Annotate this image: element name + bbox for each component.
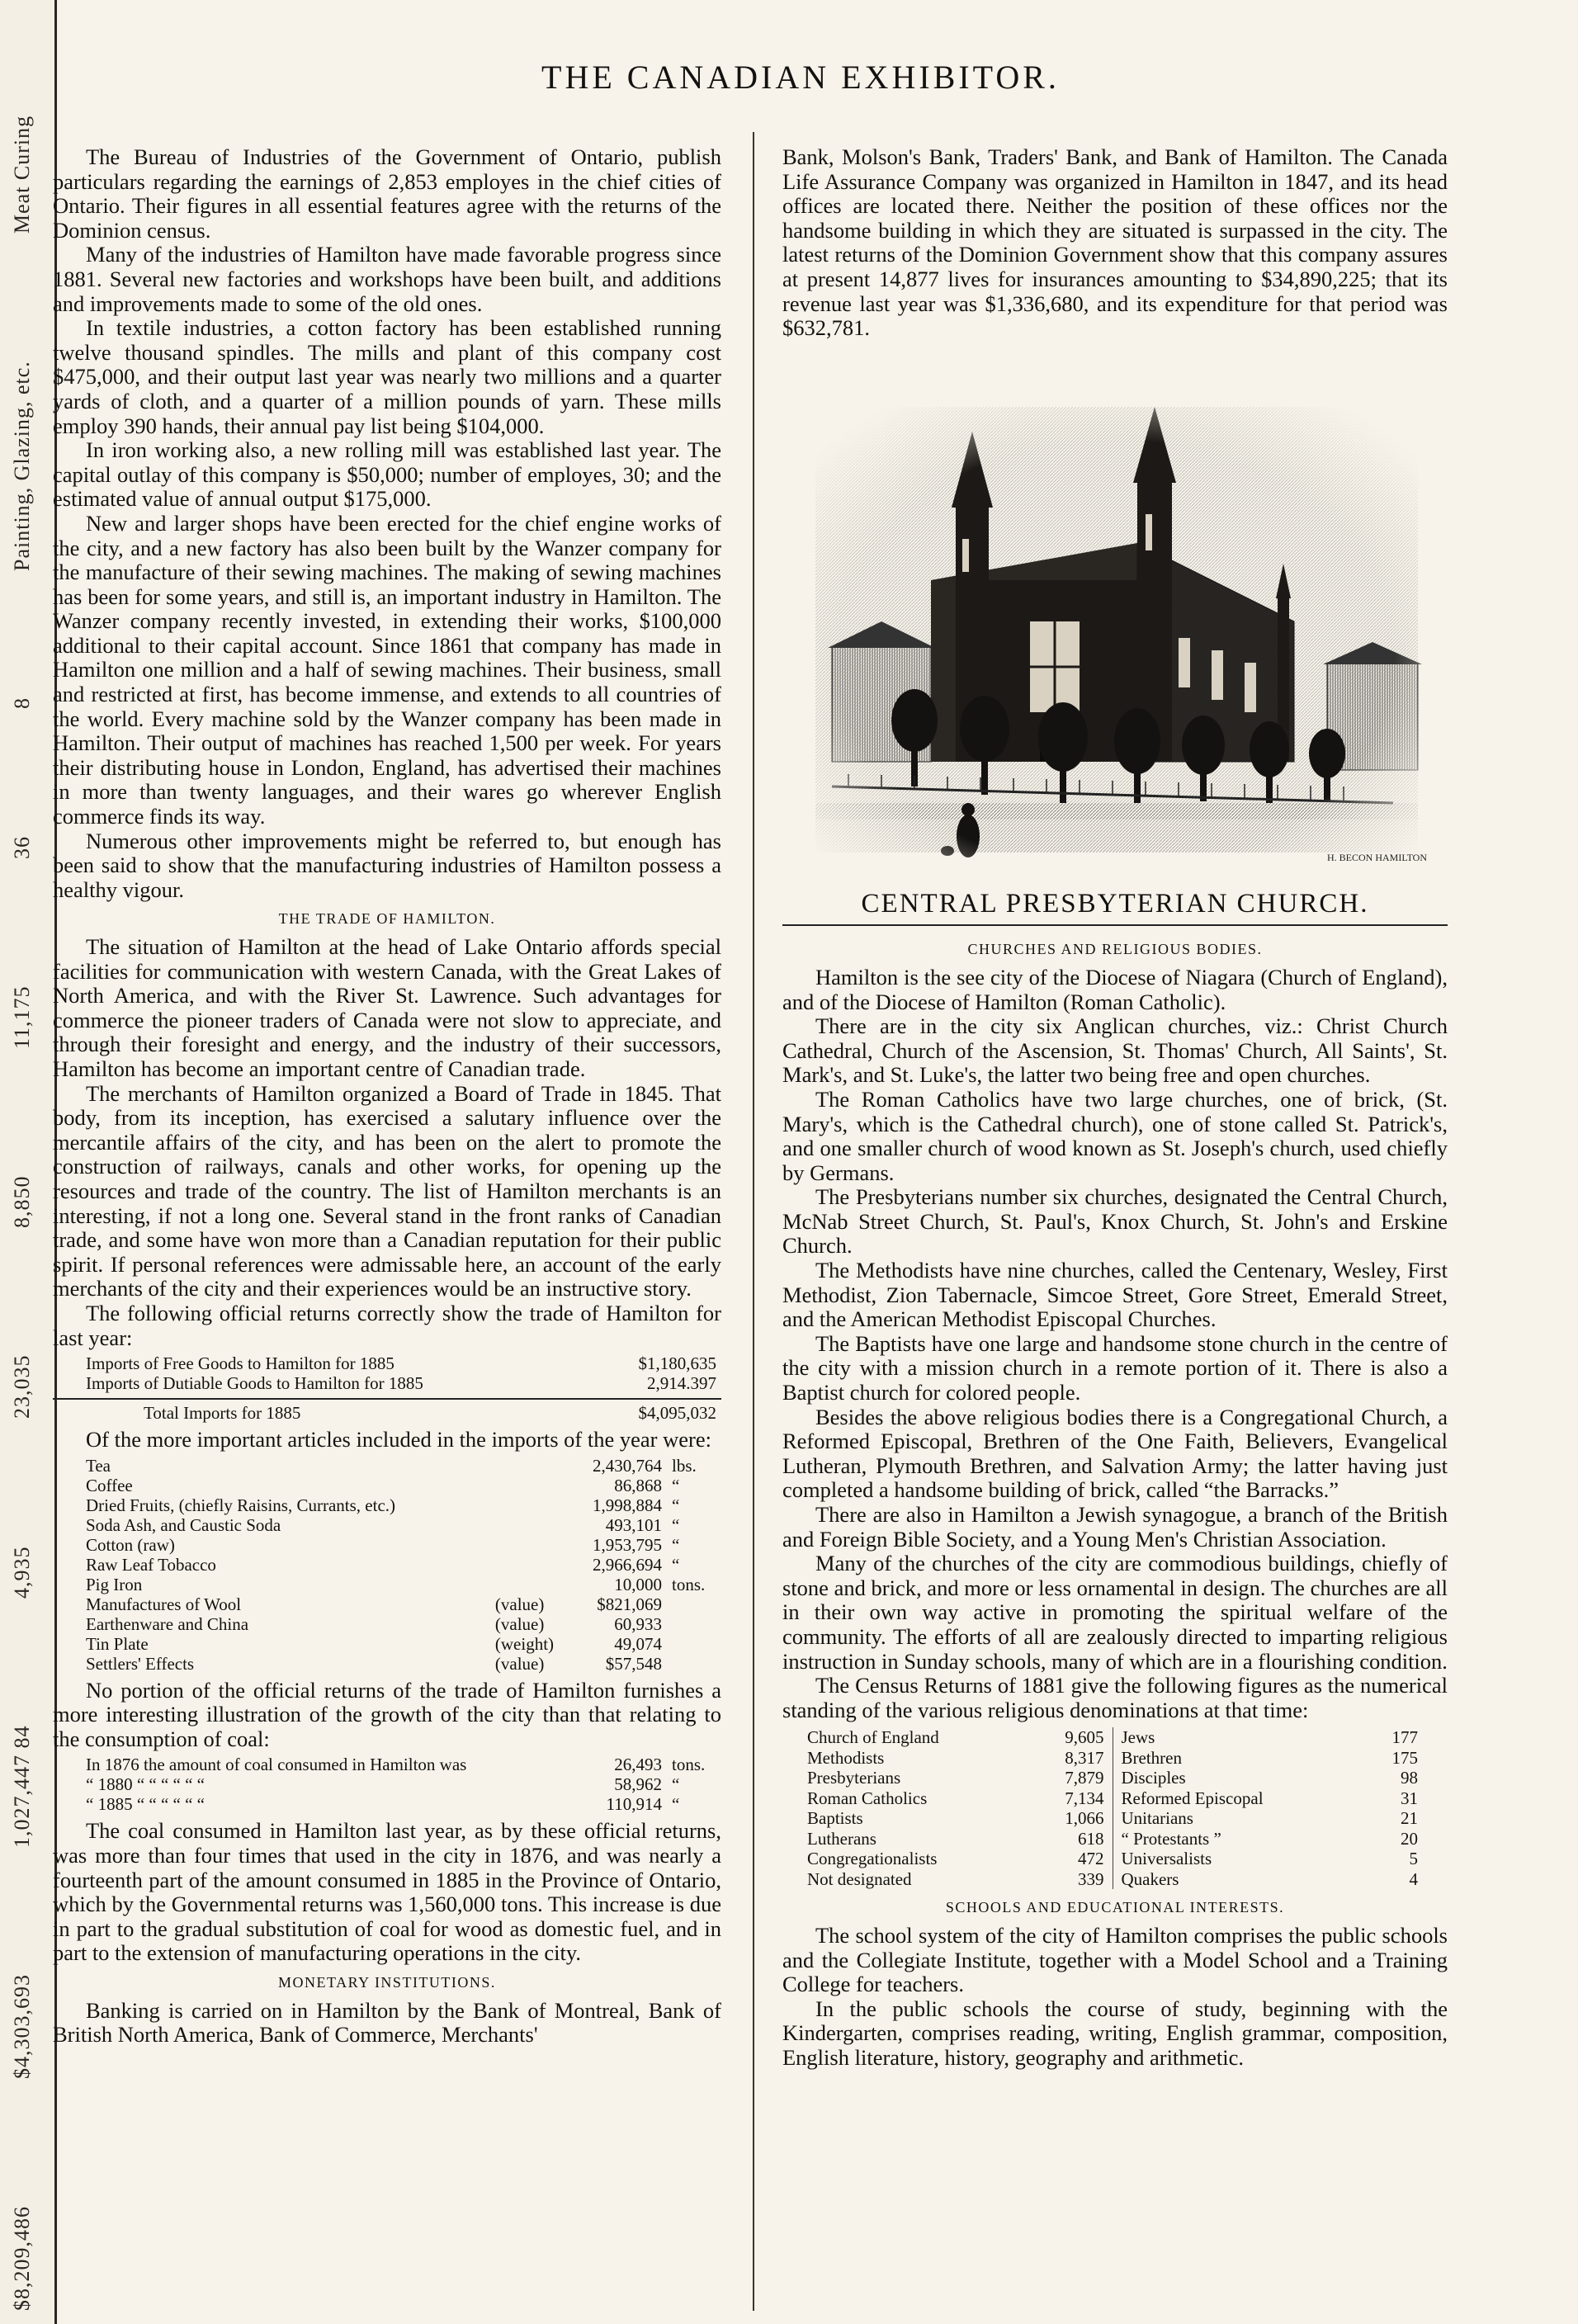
article-amount: 60,933 [614, 1613, 662, 1634]
table-row [53, 1654, 721, 1674]
paragraph: The school system of the city of Hamilton comprises the public schools and the Collegiate Institute, together with a Model School and a Training College for teachers. [782, 1922, 1448, 1997]
article-amount: 86,868 [614, 1475, 662, 1495]
paragraph: The Baptists have one large and handsome stone church in the centre of the city with a mission church in a remote portion of it. There is also a Baptist church for colored people. [782, 1330, 1448, 1405]
church-illustration [782, 374, 1448, 886]
article-name: Pig Iron [86, 1574, 143, 1594]
coal-label: “ 1880 “ “ “ “ “ “ [86, 1774, 205, 1795]
paragraph: The Roman Catholics have two large churches, one of brick, (St. Mary's, which is the Cathedral church), one of stone called St. Patrick's, and one smaller church of wood known as St. Joseph's church, used chiefly by Germans. [782, 1086, 1448, 1185]
paragraph: No portion of the official returns of the trade of Hamilton furnishes a more interesting illustration of the growth of the city than that relating to the consumption of coal: [53, 1677, 721, 1751]
denomination: Universalists [1121, 1849, 1212, 1869]
article-unit [667, 1634, 721, 1654]
paragraph: New and larger shops have been erected for the chief engine works of the city, and a new factory has also been built by the Wanzer company for the manufacture of their sewing machines. The making of sewing machines has been for some years, and still is, an important industry in Hamilton. The Wanzer company recently invested, in extending their works, $100,000 additional to their capital account. Since 1861 that company has made in Hamilton one million and a half of sewing machines. Their business, small and restricted at first, has become immense, and extends to all countries of the world. Every machine sold by the Wanzer company has been made in Hamilton. Their output of machines has reached 1,500 per week. For years their distributing house in London, England, has advertised their machines in more than twenty languages, and their wares go wherever English commerce finds its way. [53, 510, 721, 829]
table-row [1122, 1869, 1419, 1890]
coal-unit: tons. [672, 1755, 706, 1775]
table-row [53, 1634, 721, 1654]
denomination: Baptists [807, 1808, 863, 1829]
paragraph: The Bureau of Industries of the Government of Ontario, publish particulars regarding the earnings of 2,853 employes in the chief cities of Ontario. Their figures in all essential features agree with the returns of the Dominion census. [53, 144, 721, 243]
article-name: Raw Leaf Tobacco [86, 1554, 216, 1575]
table-row [1122, 1788, 1419, 1809]
article-name: Earthenware and China [86, 1613, 249, 1634]
table-row [53, 1353, 721, 1373]
paragraph: The Methodists have nine churches, called the Centenary, Wesley, First Methodist, Zion Tabernacle, Simcoe Street, Gore Street, Emerald Street, and the American Methodist Episcopal Churches. [782, 1258, 1448, 1332]
import-amount: $1,180,635 [638, 1353, 716, 1374]
caption-rule [782, 924, 1448, 926]
article-amount: 10,000 [614, 1574, 662, 1594]
section-heading-schools: SCHOOLS AND EDUCATIONAL INTERESTS. [945, 1899, 1285, 1916]
coal-unit: “ [672, 1774, 680, 1795]
denomination-count: 7,879 [1065, 1768, 1104, 1788]
import-item: Imports of Dutiable Goods to Hamilton for 1885 [86, 1373, 423, 1394]
denomination-count: 177 [1391, 1727, 1418, 1748]
margin-fragment: Meat Curing [10, 116, 34, 234]
article-amount: 1,953,795 [593, 1534, 662, 1555]
article-unit: lbs. [672, 1455, 697, 1476]
article-name: Manufactures of Wool [86, 1594, 242, 1614]
census-table [807, 1727, 1418, 1889]
paragraph: In iron working also, a new rolling mill was established last year. The capital outlay of this company is $50,000; number of employes, 30; and the estimated value of annual output $175,000. [53, 437, 721, 512]
coal-table [53, 1755, 721, 1814]
margin-fragment: 11,175 [10, 985, 34, 1050]
coal-amount: 26,493 [614, 1755, 662, 1775]
denomination-count: 472 [1078, 1849, 1104, 1869]
margin-fragment: $4,303,693 [10, 1974, 34, 2080]
engraver-mark: H. BECON HAMILTON [1327, 851, 1428, 863]
article-qualifier: (value) [494, 1594, 545, 1614]
paragraph: In the public schools the course of study, beginning with the Kindergarten, comprises reading, writing, English grammar, composition, English literature, history, geography and arithmetic. [782, 1996, 1448, 2070]
paragraph: There are in the city six Anglican churches, viz.: Christ Church Cathedral, Church of the Ascension, St. Thomas' Church, All Saints', St. Mark's, and St. Luke's, the latter two being free and open churches. [782, 1013, 1448, 1088]
articles-table [53, 1456, 721, 1674]
article-qualifier [495, 1535, 571, 1555]
denomination: Unitarians [1121, 1808, 1193, 1829]
paragraph: The situation of Hamilton at the head of Lake Ontario affords special facilities for communication with western Canada, with the Great Lakes of North America, and with the River St. Lawrence. Such advantages for commerce the pioneer traders of Canada were not slow to appreciate, and through their foresight and energy, and the industry of their successors, Hamilton has become an important centre of Canadian trade. [53, 934, 721, 1081]
article-name: Cotton (raw) [86, 1534, 175, 1555]
paragraph: In textile industries, a cotton factory has been established running twelve thousand spindles. The mills and plant of this company cost $475,000, and their output last year was nearly two millions and a quarter yards of cloth, and a quarter of a million pounds of yarn. These mills employ 390 hands, their annual pay list being $104,000. [53, 315, 721, 438]
paragraph: Banking is carried on in Hamilton by the Bank of Montreal, Bank of British North America, Bank of Commerce, Merchants' [53, 1997, 721, 2048]
article-amount: $821,069 [597, 1594, 662, 1614]
table-row [807, 1748, 1104, 1769]
table-row [807, 1849, 1104, 1869]
margin-fragment: 8,850 [10, 1175, 34, 1229]
import-amount: 2,914.397 [647, 1373, 716, 1394]
article-unit [667, 1594, 721, 1614]
article-name: Coffee [86, 1475, 133, 1495]
denomination-count: 7,134 [1065, 1788, 1104, 1808]
paragraph: Besides the above religious bodies there is a Congregational Church, a Reformed Episcopal, Brethren of the One Faith, Believers, Evangelical Lutheran, Plymouth Brethren, and Salvation Army; the latter having just completed a handsome building of brick, called “the Barracks.” [782, 1404, 1448, 1503]
coal-label: In 1876 the amount of coal consumed in Hamilton was [86, 1755, 467, 1775]
article-unit: “ [672, 1554, 680, 1575]
table-row [807, 1788, 1104, 1809]
article-qualifier: (value) [494, 1653, 545, 1674]
table-row [53, 1476, 721, 1495]
table-row [53, 1614, 721, 1634]
table-row [807, 1869, 1104, 1890]
table-row [53, 1535, 721, 1555]
denomination: Methodists [807, 1747, 885, 1768]
denomination-count: 98 [1401, 1768, 1418, 1788]
paragraph: Many of the churches of the city are commodious buildings, chiefly of stone and brick, and more or less ornamental in design. The churches are all in their own way active in promoting the spiritual welfare of the community. The efforts of all are zealously directed to imparting religious instruction in Sunday schools, many of which are in a flourishing condition. [782, 1551, 1448, 1674]
table-row [53, 1794, 721, 1814]
article-name: Soda Ash, and Caustic Soda [86, 1514, 281, 1535]
article-qualifier [495, 1555, 571, 1575]
illustration-caption: CENTRAL PRESBYTERIAN CHURCH. [861, 888, 1369, 919]
census-column-left [807, 1727, 1113, 1889]
paragraph: The Census Returns of 1881 give the following figures as the numerical standing of the various religious denominations at that time: [782, 1673, 1448, 1722]
table-row [1122, 1808, 1419, 1829]
census-column-right [1113, 1727, 1419, 1889]
total-amount: $4,095,032 [638, 1403, 716, 1424]
denomination: Roman Catholics [807, 1788, 928, 1808]
margin-fragment: 1,027,447 84 [10, 1725, 34, 1848]
denomination-count: 1,066 [1065, 1808, 1104, 1829]
article-qualifier: (value) [494, 1613, 545, 1634]
denomination-count: 31 [1401, 1788, 1418, 1808]
table-row [1122, 1849, 1419, 1869]
paragraph: The following official returns correctly show the trade of Hamilton for last year: [53, 1300, 721, 1350]
denomination-count: 175 [1391, 1747, 1418, 1768]
denomination: “ Protestants ” [1121, 1828, 1221, 1849]
denomination: Congregationalists [807, 1849, 938, 1869]
denomination: Quakers [1121, 1868, 1179, 1889]
paragraph: The coal consumed in Hamilton last year, as by these official returns, was more than four times that used in the city in 1876, and was nearly a fourteenth part of the amount consumed in 1885 in the Province of Ontario, which by the Governmental returns was 1,560,000 tons. This increase is due in part to the gradual substitution of coal for wood as domestic fuel, and in part to the extension of manufacturing operations in the city. [53, 1818, 721, 1966]
imports-table [53, 1353, 721, 1393]
paragraph: Numerous other improvements might be referred to, but enough has been said to show that the manufacturing industries of Hamilton possess a healthy vigour. [53, 828, 721, 902]
denomination-count: 618 [1078, 1828, 1104, 1849]
paragraph: Hamilton is the see city of the Diocese of Niagara (Church of England), and of the Diocese of Hamilton (Roman Catholic). [782, 964, 1448, 1014]
binding-margin [0, 0, 57, 2324]
denomination: Reformed Episcopal [1121, 1788, 1264, 1808]
left-column [53, 145, 721, 2048]
total-label: Total Imports for 1885 [144, 1403, 301, 1424]
total-rule [53, 1398, 721, 1400]
table-row [807, 1829, 1104, 1849]
table-row [1122, 1748, 1419, 1769]
article-amount: 2,966,694 [593, 1554, 662, 1575]
table-row [53, 1594, 721, 1614]
denomination: Disciples [1121, 1768, 1186, 1788]
table-row [53, 1555, 721, 1575]
margin-fragment: 8 [10, 697, 34, 710]
article-unit: “ [672, 1475, 680, 1495]
article-amount: 1,998,884 [593, 1495, 662, 1515]
paragraph: The Presbyterians number six churches, designated the Central Church, McNab Street Church, St. Paul's, Knox Church, St. John's and Erskine Church. [782, 1184, 1448, 1259]
denomination: Church of England [807, 1727, 939, 1748]
paragraph: Bank, Molson's Bank, Traders' Bank, and Bank of Hamilton. The Canada Life Assurance Company was organized in Hamilton in 1847, and its head offices are located there. Neither the position of these offices nor the handsome building in which they are situated is surpassed in the city. The latest returns of the Dominion Government show that this company assures at present 14,877 lives for insurances amounting to $34,890,225; that its revenue last year was $1,336,680, and its expenditure for that period was $632,781. [782, 144, 1448, 341]
margin-fragment: 4,935 [10, 1546, 34, 1599]
margin-fragment: 23,035 [10, 1354, 34, 1419]
table-row [53, 1774, 721, 1794]
table-row [53, 1495, 721, 1515]
coal-amount: 110,914 [606, 1794, 662, 1815]
table-row [53, 1575, 721, 1594]
section-heading-monetary: MONETARY INSTITUTIONS. [278, 1974, 496, 1991]
table-row [807, 1768, 1104, 1788]
denomination: Presbyterians [807, 1768, 901, 1788]
article-unit [667, 1654, 721, 1674]
right-column [782, 145, 1448, 2071]
coal-unit: “ [672, 1794, 680, 1815]
article-qualifier [495, 1476, 571, 1495]
denomination-count: 4 [1409, 1868, 1418, 1889]
article-unit [667, 1614, 721, 1634]
table-row [1122, 1829, 1419, 1849]
article-name: Settlers' Effects [86, 1653, 195, 1674]
article-name: Tin Plate [86, 1633, 149, 1654]
denomination-count: 339 [1078, 1868, 1104, 1889]
table-row [807, 1727, 1104, 1748]
coal-amount: 58,962 [614, 1774, 662, 1795]
masthead: THE CANADIAN EXHIBITOR. [541, 59, 1060, 96]
binding-margin-text [10, 116, 35, 2311]
table-row [807, 1808, 1104, 1829]
denomination-count: 5 [1409, 1849, 1418, 1869]
article-qualifier [495, 1515, 571, 1535]
denomination: Jews [1121, 1727, 1155, 1748]
article-amount: 49,074 [614, 1633, 662, 1654]
denomination-count: 21 [1401, 1808, 1418, 1829]
church-engraving [782, 374, 1448, 886]
margin-fragment: Painting, Glazing, etc. [10, 360, 34, 571]
paragraph: Many of the industries of Hamilton have made favorable progress since 1881. Several new factories and workshops have been built, and additions and improvements made to some of the old ones. [53, 242, 721, 316]
article-amount: 2,430,764 [593, 1455, 662, 1476]
article-qualifier: (weight) [494, 1633, 555, 1654]
section-heading-churches: CHURCHES AND RELIGIOUS BODIES. [967, 941, 1263, 958]
denomination: Brethren [1121, 1747, 1182, 1768]
table-row [53, 1403, 721, 1423]
paragraph: The merchants of Hamilton organized a Board of Trade in 1845. That body, from its inception, has exercised a salutary influence over the mercantile affairs of the city, and has been on the alert to promote the construction of railways, canals and other works, for opening up the resources and trade of the country. The list of Hamilton merchants is an interesting, if not a long one. Several stand in the front ranks of Canadian trade, and some have won more than a Canadian reputation for their public spirit. If personal references were admissable here, an account of the early merchants of the city and their experiences would be an instructive story. [53, 1080, 721, 1301]
table-row [1122, 1768, 1419, 1788]
margin-fragment: $8,209,486 [10, 2206, 34, 2311]
article-qualifier [495, 1575, 571, 1594]
denomination-count: 8,317 [1065, 1747, 1104, 1768]
article-unit: “ [672, 1495, 680, 1515]
denomination: Not designated [807, 1868, 912, 1889]
table-row [53, 1373, 721, 1393]
table-row [53, 1755, 721, 1774]
denomination: Lutherans [807, 1828, 876, 1849]
table-row [53, 1456, 721, 1476]
coal-label: “ 1885 “ “ “ “ “ “ [86, 1794, 205, 1815]
import-item: Imports of Free Goods to Hamilton for 1885 [86, 1353, 394, 1374]
table-row [53, 1515, 721, 1535]
denomination-count: 9,605 [1065, 1727, 1104, 1748]
margin-fragment: 36 [10, 835, 34, 859]
paragraph: Of the more important articles included in the imports of the year were: [86, 1427, 711, 1452]
article-amount: $57,548 [605, 1653, 662, 1674]
column-divider [753, 132, 754, 2311]
article-qualifier [495, 1456, 571, 1476]
section-heading-trade: THE TRADE OF HAMILTON. [278, 910, 496, 928]
article-name: Tea [86, 1455, 111, 1476]
paragraph: There are also in Hamilton a Jewish synagogue, a branch of the British and Foreign Bible Society, and a Young Men's Christian Association. [782, 1502, 1448, 1552]
article-unit: “ [672, 1534, 680, 1555]
article-amount: 493,101 [605, 1514, 662, 1535]
denomination-count: 20 [1401, 1828, 1418, 1849]
article-name: Dried Fruits, (chiefly Raisins, Currants, etc.) [86, 1495, 396, 1515]
total-imports-table [53, 1403, 721, 1423]
article-unit: tons. [672, 1574, 706, 1594]
article-unit: “ [672, 1514, 680, 1535]
table-row [1122, 1727, 1419, 1748]
article-qualifier [495, 1495, 571, 1515]
